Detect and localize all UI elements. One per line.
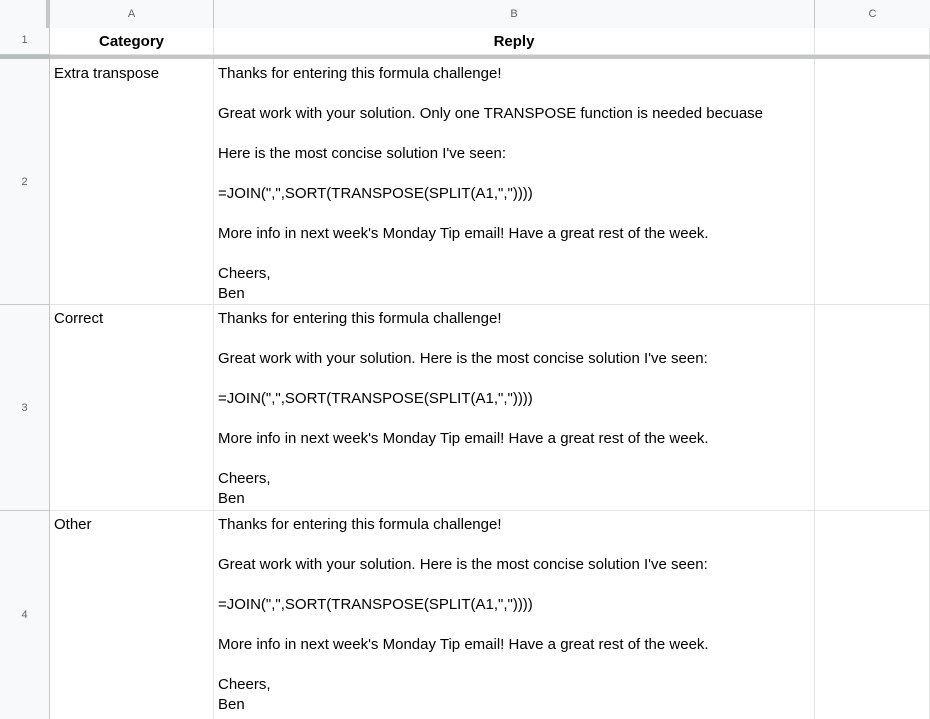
cell-b2[interactable] [214,59,815,305]
cell-a4[interactable] [50,511,214,719]
cell-a3[interactable] [50,305,214,511]
row-header-4[interactable] [0,511,50,719]
cell-text: Extra transpose [54,65,160,82]
row-number: 4 [21,609,28,621]
column-header-a[interactable]: A [50,0,214,28]
cell-c2[interactable] [815,59,930,305]
header-cell-category[interactable]: Category [50,28,214,55]
cell-text: Other [54,516,92,533]
column-header-c[interactable]: C [868,8,877,20]
row-number: 2 [21,175,28,188]
row-header-3[interactable] [0,305,50,511]
select-all-corner[interactable] [0,0,50,28]
reply-text: Thanks for entering this formula challenge! Great work with your solution. Here is the most concise solution I've seen: =JOIN(",",SORT(TRANSPOSE(SPLIT(A1,",")))) More info in next week's Monday Tip email! Have a great rest of the week. Cheers, Ben [218,310,709,507]
row-header-2[interactable] [0,59,50,305]
reply-text: Thanks for entering this formula challenge! Great work with your solution. Only one TRANSPOSE function is needed becuase Here is the most concise solution I've seen: =JOIN(",",SORT(TRANSPOSE(SPLIT(A1,",")))) More info in next week's Monday Tip email! Have a great rest of the week. Cheers, Ben [218,65,764,302]
row-number: 1 [21,34,28,46]
frozen-row-divider-header[interactable] [0,55,50,59]
header-cell-reply[interactable]: Reply [214,28,815,55]
reply-text: Thanks for entering this formula challenge! Great work with your solution. Here is the most concise solution I've seen: =JOIN(",",SORT(TRANSPOSE(SPLIT(A1,",")))) More info in next week's Monday Tip email! Have a great rest of the week. Cheers, Ben [218,516,709,713]
cell-c4[interactable] [815,511,930,719]
column-header-b[interactable]: B [214,0,815,28]
row-number: 3 [21,401,28,414]
cell-c3[interactable] [815,305,930,511]
cell-c1[interactable] [815,28,930,55]
cell-b4[interactable] [214,511,815,719]
cell-text: Correct [54,310,104,327]
row-header-1[interactable] [0,28,50,55]
cell-a2[interactable] [50,59,214,305]
cell-b3[interactable] [214,305,815,511]
